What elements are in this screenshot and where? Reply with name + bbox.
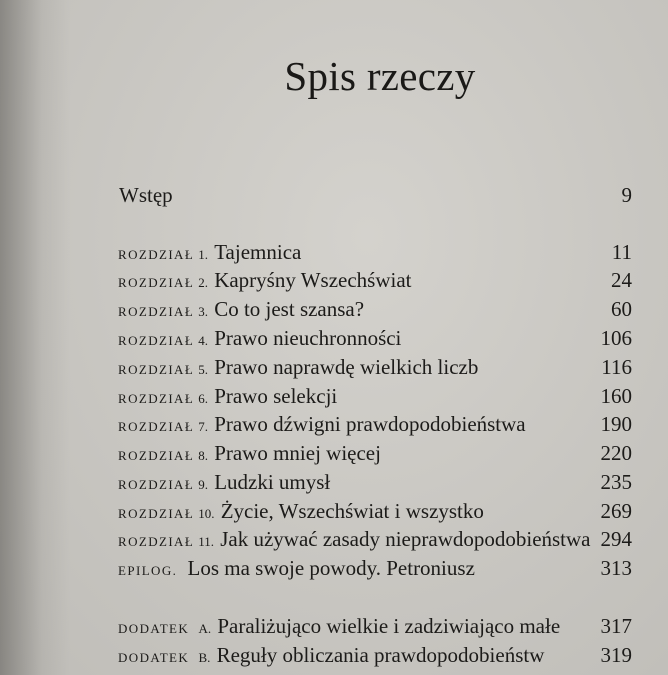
toc-entry-label: [118, 382, 337, 413]
toc-entry-chapter-7: [118, 410, 632, 438]
toc-entry-page: 235: [600, 470, 632, 494]
toc-entry-text: Prawo naprawdę wielkich liczb: [214, 355, 479, 379]
toc-entry-text: Paraliżująco wielkie i zadziwiająco małe: [217, 614, 561, 638]
toc-entry-number: B.: [198, 650, 211, 665]
toc-entry-text: Kapryśny Wszechświat: [214, 268, 412, 292]
toc-entry-text: Prawo dźwigni prawdopodobieństwa: [214, 412, 526, 436]
toc-entry-page: 220: [600, 441, 632, 465]
toc-entry-kind: ROZDZIAŁ: [118, 391, 195, 406]
toc-entry-kind: ROZDZIAŁ: [118, 506, 195, 521]
toc-entry-chapter-2: [118, 266, 632, 294]
toc-entry-text: Prawo mniej więcej: [214, 441, 381, 465]
toc-entry-kind: ROZDZIAŁ: [118, 333, 195, 348]
toc-entry-number: 11.: [198, 534, 214, 549]
toc-entry-page: 9: [621, 183, 632, 207]
page-gutter-shadow: [0, 0, 70, 675]
toc-entry-page: 60: [611, 297, 632, 321]
toc-entry-page: 319: [600, 643, 632, 667]
toc-entry-label: [118, 525, 591, 556]
toc-entry-label: [118, 324, 401, 355]
toc-entry-number: 10.: [198, 506, 215, 521]
toc-entry-number: 9.: [198, 477, 208, 492]
toc-entry-page: 160: [600, 384, 632, 408]
toc-entry-text: Prawo selekcji: [214, 384, 338, 408]
toc-entry-kind: ROZDZIAŁ: [118, 448, 195, 463]
toc-entry-chapter-11: [118, 525, 632, 553]
toc-entry-text: Ludzki umysł: [214, 470, 331, 494]
toc-entry-number: 8.: [198, 448, 208, 463]
toc-entry-chapter-5: [118, 353, 632, 381]
page-title: Spis rzeczy: [284, 53, 476, 99]
toc-entry-label: [118, 439, 381, 470]
toc-entry-kind: ROZDZIAŁ: [118, 275, 195, 290]
toc-entry-chapter-8: [118, 439, 632, 467]
toc-entry-number: 7.: [198, 419, 208, 434]
toc-entry-kind: ROZDZIAŁ: [118, 362, 195, 377]
toc-entry-label: [118, 468, 330, 499]
toc-entry-text: Jak używać zasady nieprawdopodobieństwa: [220, 527, 591, 551]
toc-entry-appendix-b: [118, 641, 632, 669]
toc-entry-text: Prawo nieuchronności: [214, 326, 402, 350]
toc-entry-text: Życie, Wszechświat i wszystko: [220, 499, 484, 523]
toc-entry-chapter-1: [118, 238, 632, 266]
toc-entry-number: 5.: [198, 362, 208, 377]
toc-entry-chapter-9: [118, 468, 632, 496]
toc-entry-label: [118, 266, 412, 297]
toc-entry-number: 3.: [198, 304, 208, 319]
toc-entry-kind: DODATEK: [118, 650, 190, 665]
toc-entry-text: Wstęp: [119, 183, 173, 207]
toc-entry-chapter-10: [118, 497, 632, 525]
toc-entry-label: [118, 353, 478, 384]
toc-entry-label: [118, 641, 544, 672]
toc-entry-page: 116: [601, 355, 632, 379]
toc-entry-page: 106: [600, 326, 632, 350]
toc-entry-number: A.: [198, 621, 212, 636]
toc-entry-text: Reguły obliczania prawdopodobieństw: [216, 643, 545, 667]
toc-entry-page: 24: [611, 268, 632, 292]
toc-entry-page: 313: [600, 556, 632, 580]
toc-entry-kind: EPILOG.: [118, 563, 178, 578]
toc-entry-kind: ROZDZIAŁ: [118, 534, 195, 549]
toc-entry-page: 11: [611, 240, 632, 264]
toc-entry-kind: ROZDZIAŁ: [118, 419, 195, 434]
toc-entry-chapter-6: [118, 382, 632, 410]
toc-entry-intro: [118, 181, 632, 209]
toc-entry-epilogue: [118, 554, 632, 582]
toc-entry-chapter-4: [118, 324, 632, 352]
toc-entry-page: 190: [600, 412, 632, 436]
toc-entry-label: [118, 295, 364, 326]
toc-entry-label: [118, 497, 484, 528]
toc-entry-text: Los ma swoje powody. Petroniusz: [187, 556, 475, 580]
toc-entry-label: [118, 238, 301, 269]
toc-entry-number: 4.: [198, 333, 208, 348]
toc-entry-kind: ROZDZIAŁ: [118, 477, 195, 492]
toc-entry-label: [118, 410, 526, 441]
toc-entry-kind: DODATEK: [118, 621, 190, 636]
toc-entry-appendix-a: [118, 612, 632, 640]
toc-entry-text: Tajemnica: [214, 240, 302, 264]
toc-entry-label: [118, 612, 560, 643]
toc-entry-number: 2.: [198, 275, 208, 290]
toc-entry-chapter-3: [118, 295, 632, 323]
toc-entry-number: 1.: [198, 247, 208, 262]
toc-entry-page: 294: [600, 527, 632, 551]
toc-entry-page: 269: [600, 499, 632, 523]
toc-entry-label: [118, 554, 475, 585]
toc-entry-kind: ROZDZIAŁ: [118, 304, 195, 319]
toc-entry-label: [118, 181, 173, 209]
toc-entry-text: Co to jest szansa?: [214, 297, 365, 321]
toc-entry-kind: ROZDZIAŁ: [118, 247, 195, 262]
toc-entry-number: 6.: [198, 391, 208, 406]
toc-entry-page: 317: [600, 614, 632, 638]
